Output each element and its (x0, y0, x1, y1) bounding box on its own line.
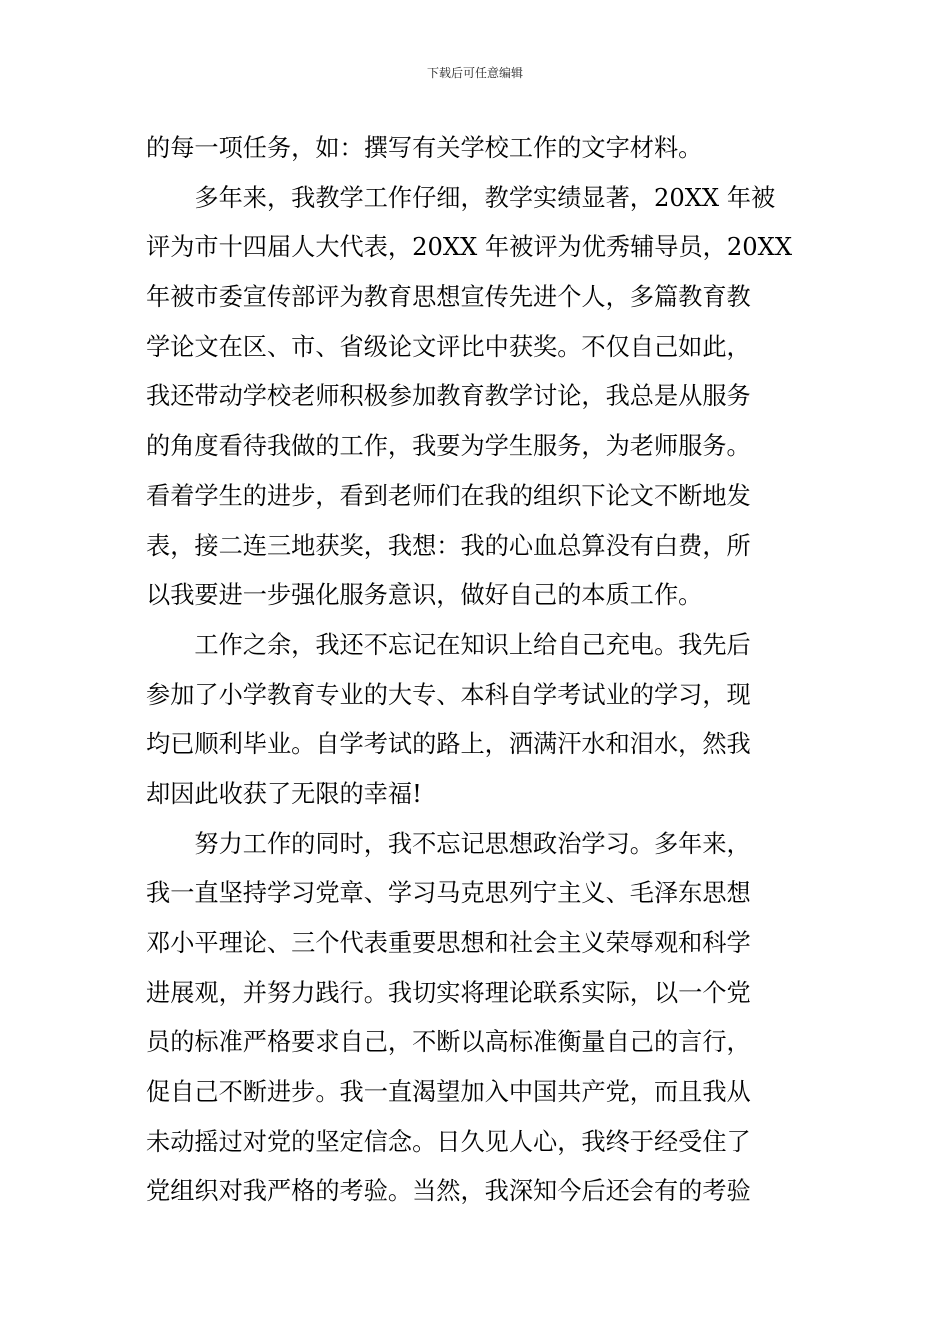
text-line: 均已顺利毕业。自学考试的路上，洒满汗水和泪水，然我 (146, 730, 751, 759)
text-line: 我还带动学校老师积极参加教育教学讨论，我总是从服务 (146, 382, 751, 411)
text-line: 表，接二连三地获奖，我想：我的心血总算没有白费，所 (146, 531, 751, 560)
text-line: 未动摇过对党的坚定信念。日久见人心，我终于经受住了 (146, 1127, 751, 1156)
document-body (146, 124, 816, 1217)
page-header: 下载后可任意编辑 (426, 66, 523, 80)
text-line: 参加了小学教育专业的大专、本科自学考试业的学习，现 (146, 680, 751, 709)
text-line: 党组织对我严格的考验。当然，我深知今后还会有的考验 (146, 1177, 751, 1206)
text-line: 却因此收获了无限的幸福! (146, 779, 422, 808)
text-line: 以我要进一步强化服务意识，做好自己的本质工作。 (146, 581, 703, 610)
text-line: 学论文在区、市、省级论文评比中获奖。不仅自己如此， (146, 332, 751, 361)
text-line: 工作之余，我还不忘记在知识上给自己充电。我先后 (146, 630, 751, 659)
text-line: 我一直坚持学习党章、学习马克思列宁主义、毛泽东思想 (146, 879, 751, 908)
text-line: 员的标准严格要求自己，不断以高标准衡量自己的言行， (146, 1028, 751, 1057)
text-line: 评为市十四届人大代表，20XX 年被评为优秀辅导员，20XX (146, 233, 793, 262)
text-line: 进展观，并努力践行。我切实将理论联系实际，以一个党 (146, 978, 751, 1007)
text-line: 的每一项任务，如：撰写有关学校工作的文字材料。 (146, 134, 703, 162)
text-line: 年被市委宣传部评为教育思想宣传先进个人，多篇教育教 (146, 283, 751, 312)
text-line: 邓小平理论、三个代表重要思想和社会主义荣辱观和科学 (146, 929, 751, 957)
text-line: 的角度看待我做的工作，我要为学生服务，为老师服务。 (146, 432, 751, 461)
text-line: 多年来，我教学工作仔细，教学实绩显著，20XX 年被 (146, 183, 776, 212)
text-line: 促自己不断进步。我一直渴望加入中国共产党，而且我从 (146, 1078, 751, 1107)
text-line: 看着学生的进步，看到老师们在我的组织下论文不断地发 (146, 481, 751, 510)
text-line: 努力工作的同时，我不忘记思想政治学习。多年来， (146, 829, 751, 858)
